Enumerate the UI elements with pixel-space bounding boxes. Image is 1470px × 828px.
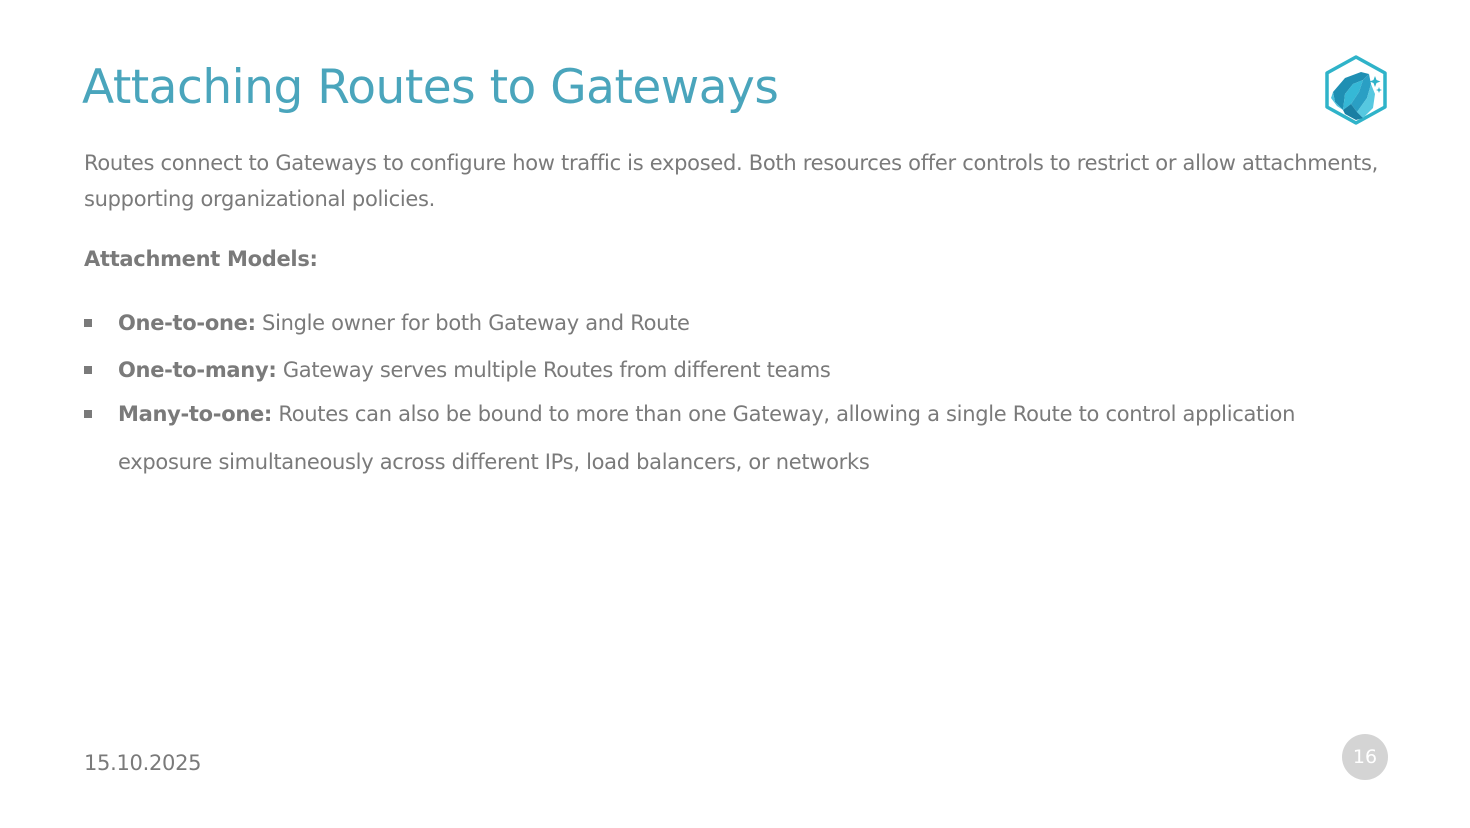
square-bullet-icon <box>84 319 92 327</box>
page-number-badge: 16 <box>1342 734 1388 780</box>
bullet-term: One-to-many: <box>118 358 277 382</box>
bullet-term: One-to-one: <box>118 311 256 335</box>
list-item <box>84 390 1374 486</box>
bullet-text: Single owner for both Gateway and Route <box>255 311 690 335</box>
section-heading: Attachment Models: <box>84 247 318 271</box>
slide-title: Attaching Routes to Gateways <box>82 60 779 115</box>
list-item <box>84 350 1374 390</box>
bullet-text: Gateway serves multiple Routes from different teams <box>276 358 831 382</box>
attachment-models-list <box>84 303 1374 486</box>
intro-paragraph: Routes connect to Gateways to configure how traffic is exposed. Both resources offer controls to restrict or allow attachments, supporting organizational policies. <box>84 151 1378 211</box>
footer-date: 15.10.2025 <box>84 751 202 775</box>
gateway-logo-icon <box>1323 54 1389 126</box>
list-item <box>84 303 1374 343</box>
bullet-text: Routes can also be bound to more than one Gateway, allowing a single Route to control application exposure simultaneously across different IPs, load balancers, or networks <box>118 402 1296 474</box>
square-bullet-icon <box>84 410 92 418</box>
square-bullet-icon <box>84 366 92 374</box>
bullet-term: Many-to-one: <box>118 402 273 426</box>
